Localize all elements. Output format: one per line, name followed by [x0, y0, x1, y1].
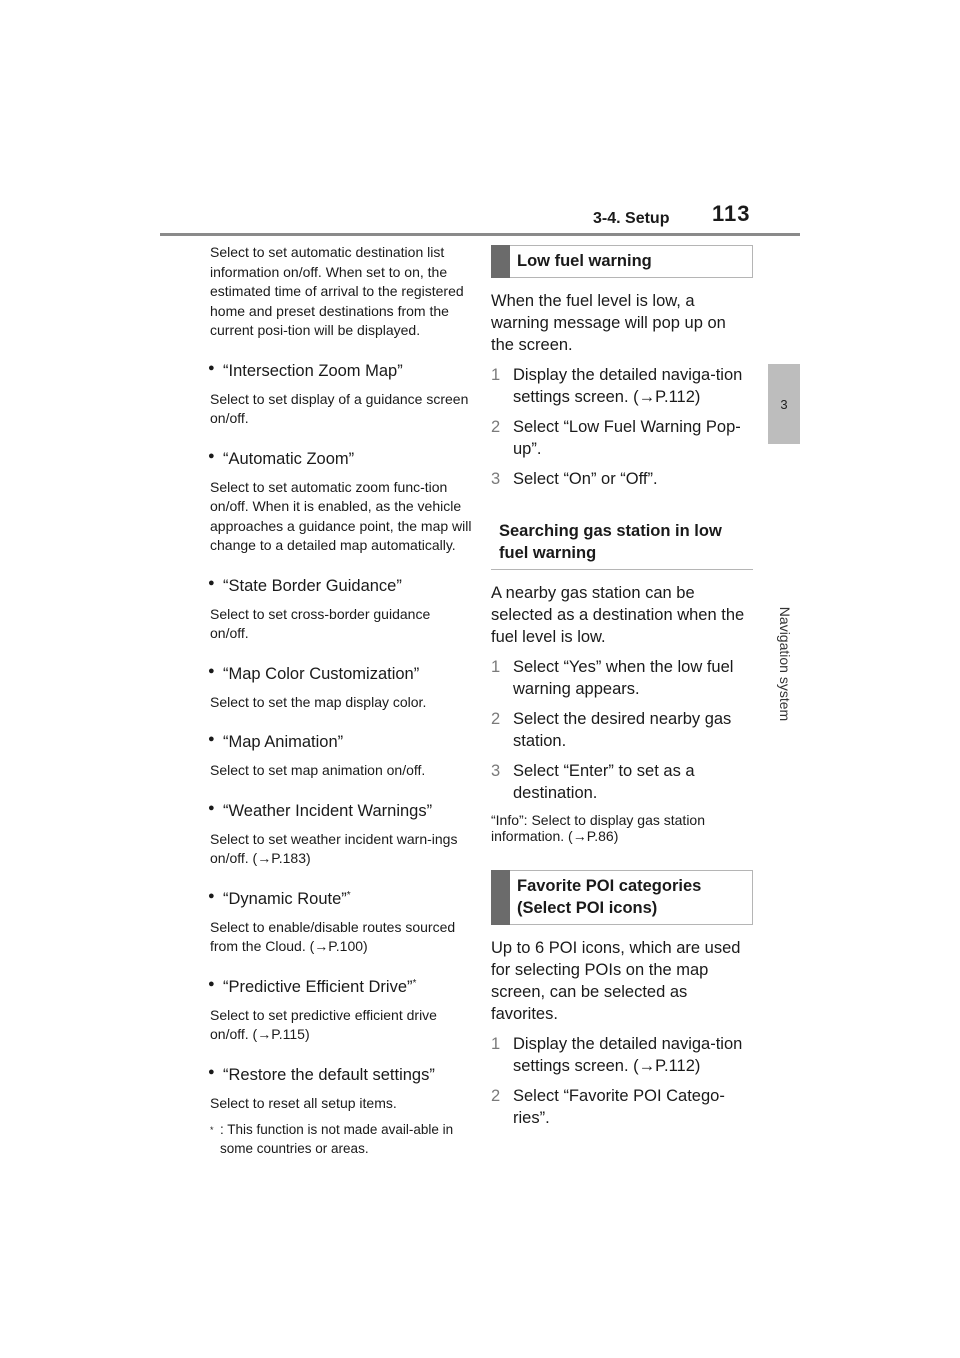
setting-item-desc: Select to set the map display color. — [210, 693, 427, 710]
step-item — [491, 656, 753, 700]
setting-item-title — [208, 885, 472, 910]
step-number: 3 — [491, 762, 501, 780]
step-item — [491, 708, 753, 752]
section-title: 3-4. Setup — [593, 210, 670, 227]
setting-item-title — [208, 1061, 472, 1086]
step-item — [491, 364, 753, 408]
header-rule — [160, 233, 800, 236]
section-paragraph: Up to 6 POI icons, which are used for selecting POIs on the map screen, can be selected as favorites. — [491, 939, 741, 1023]
step-text: Select “On” or “Off”. — [513, 470, 658, 488]
bullet-icon: ● — [208, 664, 215, 677]
page-header — [160, 200, 800, 236]
section-heading: Favorite POI categories (Select POI icons) — [491, 870, 753, 925]
section-paragraph: When the fuel level is low, a warning message will pop up on the screen. — [491, 292, 726, 354]
footnote-mark: * — [210, 1125, 214, 1135]
setting-item-desc: Select to set predictive efficient drive on/off. (→P.115) — [210, 1006, 437, 1042]
step-item — [491, 468, 753, 490]
step-text: Display the detailed naviga-tion settings screen. (→P.112) — [513, 1035, 743, 1075]
step-text: Select the desired nearby gas station. — [513, 710, 732, 750]
bullet-icon: ● — [208, 889, 215, 902]
setting-item-label: “Weather Incident Warnings” — [223, 801, 433, 820]
setting-item-title — [208, 357, 472, 382]
step-number: 1 — [491, 1035, 501, 1053]
setting-item-title — [208, 973, 472, 998]
intro-text: Select to set automatic destination list information on/off. When set to on, the estimated time of arrival to the registered home and preset destinations from the current posi-tion will be displayed. — [210, 244, 464, 338]
setting-item-title — [208, 445, 472, 470]
step-item — [491, 1085, 753, 1129]
setting-item-label: “Predictive Efficient Drive” — [223, 977, 413, 996]
step-text: Display the detailed naviga-tion settings screen. (→P.112) — [513, 366, 743, 406]
chapter-label: Navigation system — [777, 606, 793, 722]
bullet-icon: ● — [208, 361, 215, 374]
setting-item-desc: Select to reset all setup items. — [210, 1094, 397, 1111]
step-text: Select “Low Fuel Warning Pop-up”. — [513, 418, 741, 458]
setting-items — [210, 357, 472, 1114]
step-item — [491, 760, 753, 804]
setting-item-desc: Select to set weather incident warn-ings on/off. (→P.183) — [210, 830, 458, 866]
section — [491, 870, 753, 1129]
setting-item-title — [208, 728, 472, 753]
chapter-number: 3 — [768, 364, 800, 444]
setting-item-label: “Map Color Customization” — [223, 664, 420, 683]
section — [491, 245, 753, 490]
bullet-icon: ● — [208, 1065, 215, 1078]
step-text: Select “Favorite POI Catego-ries”. — [513, 1087, 725, 1127]
step-number: 1 — [491, 658, 501, 676]
setting-item-desc: Select to set map animation on/off. — [210, 762, 426, 778]
bullet-icon: ● — [208, 449, 215, 462]
setting-item-label: “Dynamic Route” — [223, 889, 347, 908]
section — [491, 516, 753, 844]
chapter-side-tab — [768, 234, 800, 920]
bullet-icon: ● — [208, 576, 215, 589]
step-number: 3 — [491, 470, 501, 488]
bullet-icon: ● — [208, 801, 215, 814]
step-number: 2 — [491, 710, 501, 728]
section-note: “Info”: Select to display gas station information. (→P.86) — [491, 812, 705, 844]
setting-item-desc: Select to enable/disable routes sourced from the Cloud. (→P.100) — [210, 918, 456, 954]
setting-item-desc: Select to set cross-border guidance on/off. — [210, 605, 431, 641]
setting-item-label: “Intersection Zoom Map” — [223, 361, 403, 380]
footnote-star: * — [412, 977, 417, 989]
left-column — [210, 243, 472, 1158]
footnote — [210, 1121, 472, 1158]
step-number: 2 — [491, 1087, 501, 1105]
setting-item-desc: Select to set display of a guidance screen on/off. — [210, 390, 469, 426]
section-heading: Low fuel warning — [491, 245, 753, 278]
setting-item-label: “Map Animation” — [223, 733, 344, 751]
step-number: 1 — [491, 366, 501, 384]
section-heading: Searching gas station in low fuel warning — [491, 516, 753, 570]
setting-item-desc: Select to set automatic zoom func-tion on/off. When it is enabled, as the vehicle approaches a guidance point, the map will change to a detailed map automatically. — [210, 478, 472, 553]
setting-item-label: “Automatic Zoom” — [223, 449, 355, 468]
setting-item-title — [208, 660, 472, 685]
step-item — [491, 1033, 753, 1077]
setting-item-label: “Restore the default settings” — [223, 1065, 435, 1084]
section-paragraph: A nearby gas station can be selected as a destination when the fuel level is low. — [491, 584, 745, 646]
setting-item-title — [208, 797, 472, 822]
step-text: Select “Enter” to set as a destination. — [513, 762, 695, 802]
right-column — [491, 245, 753, 1129]
bullet-icon: ● — [208, 733, 215, 745]
setting-item-label: “State Border Guidance” — [223, 576, 402, 595]
footnote-text: : This function is not made avail-able in some countries or areas. — [220, 1122, 454, 1156]
setting-item-title — [208, 572, 472, 597]
page-number: 113 — [712, 201, 751, 226]
bullet-icon: ● — [208, 977, 215, 990]
step-number: 2 — [491, 418, 501, 436]
footnote-star: * — [346, 889, 351, 901]
step-text: Select “Yes” when the low fuel warning appears. — [513, 658, 734, 698]
step-item — [491, 416, 753, 460]
